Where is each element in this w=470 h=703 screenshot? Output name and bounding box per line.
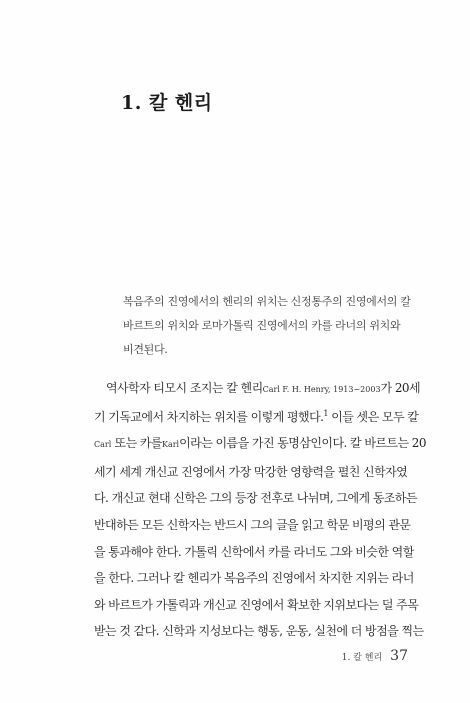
body-text: 이들 셋은 모두 칼: [327, 409, 419, 424]
body-text: 역사학자 티모시 조지는 칼 헨리: [106, 381, 263, 395]
body-line: 세기 세계 개신교 진영에서 가장 막강한 영향력을 펼친 신학자였: [94, 464, 408, 479]
name-annotation: Carl: [94, 440, 112, 450]
name-annotation: Karl: [161, 440, 180, 450]
body-text: 이라는 이름을 가진 동명삼인이다. 칼 바르트는 20: [179, 436, 426, 451]
body-line: [94, 430, 426, 459]
epigraph-line: 복음주의 진영에서의 헨리의 위치는 신정통주의 진영에서의 칼: [123, 295, 411, 308]
body-line: 받는 것 같다. 신학과 지성보다는 행동, 운동, 실천에 더 방점을 찍는: [94, 624, 424, 639]
epigraph-line: 바르트의 위치와 로마가톨릭 진영에서의 카를 라너의 위치와: [123, 319, 401, 332]
body-text: 가 20세: [380, 381, 421, 395]
body-line: [94, 375, 426, 404]
body-paragraph: [94, 375, 426, 645]
page-footer: [342, 648, 408, 664]
body-line: 반대하든 모든 신학자는 반드시 그의 글을 읽고 학문 비평의 관문: [94, 517, 411, 532]
name-annotation: Carl F. H. Henry, 1913~2003: [262, 385, 381, 394]
chapter-title: 1. 칼 헨리: [121, 92, 213, 114]
page-number: 37: [390, 648, 408, 664]
epigraph-line: 비견된다.: [123, 343, 168, 356]
footnote-ref: 1: [323, 408, 328, 418]
body-text: 기 기독교에서 차지하는 위치를 이렇게 평했다.: [94, 409, 324, 424]
body-line: 와 바르트가 가톨릭과 개신교 진영에서 확보한 지위보다는 덜 주목: [94, 597, 419, 612]
running-head: 1. 칼 헨리: [341, 653, 383, 663]
body-line: 을 통과해야 한다. 가톨릭 신학에서 카를 라너도 그와 비슷한 역할: [94, 544, 414, 559]
body-line: 다. 개신교 현대 신학은 그의 등장 전후로 나뉘며, 그에게 동조하든: [94, 491, 418, 506]
epigraph: [123, 290, 423, 362]
body-text: 또는 카를: [111, 436, 162, 451]
body-line: 을 한다. 그러나 칼 헨리가 복음주의 진영에서 차지한 지위는 라너: [94, 571, 414, 586]
body-line: [94, 404, 426, 431]
